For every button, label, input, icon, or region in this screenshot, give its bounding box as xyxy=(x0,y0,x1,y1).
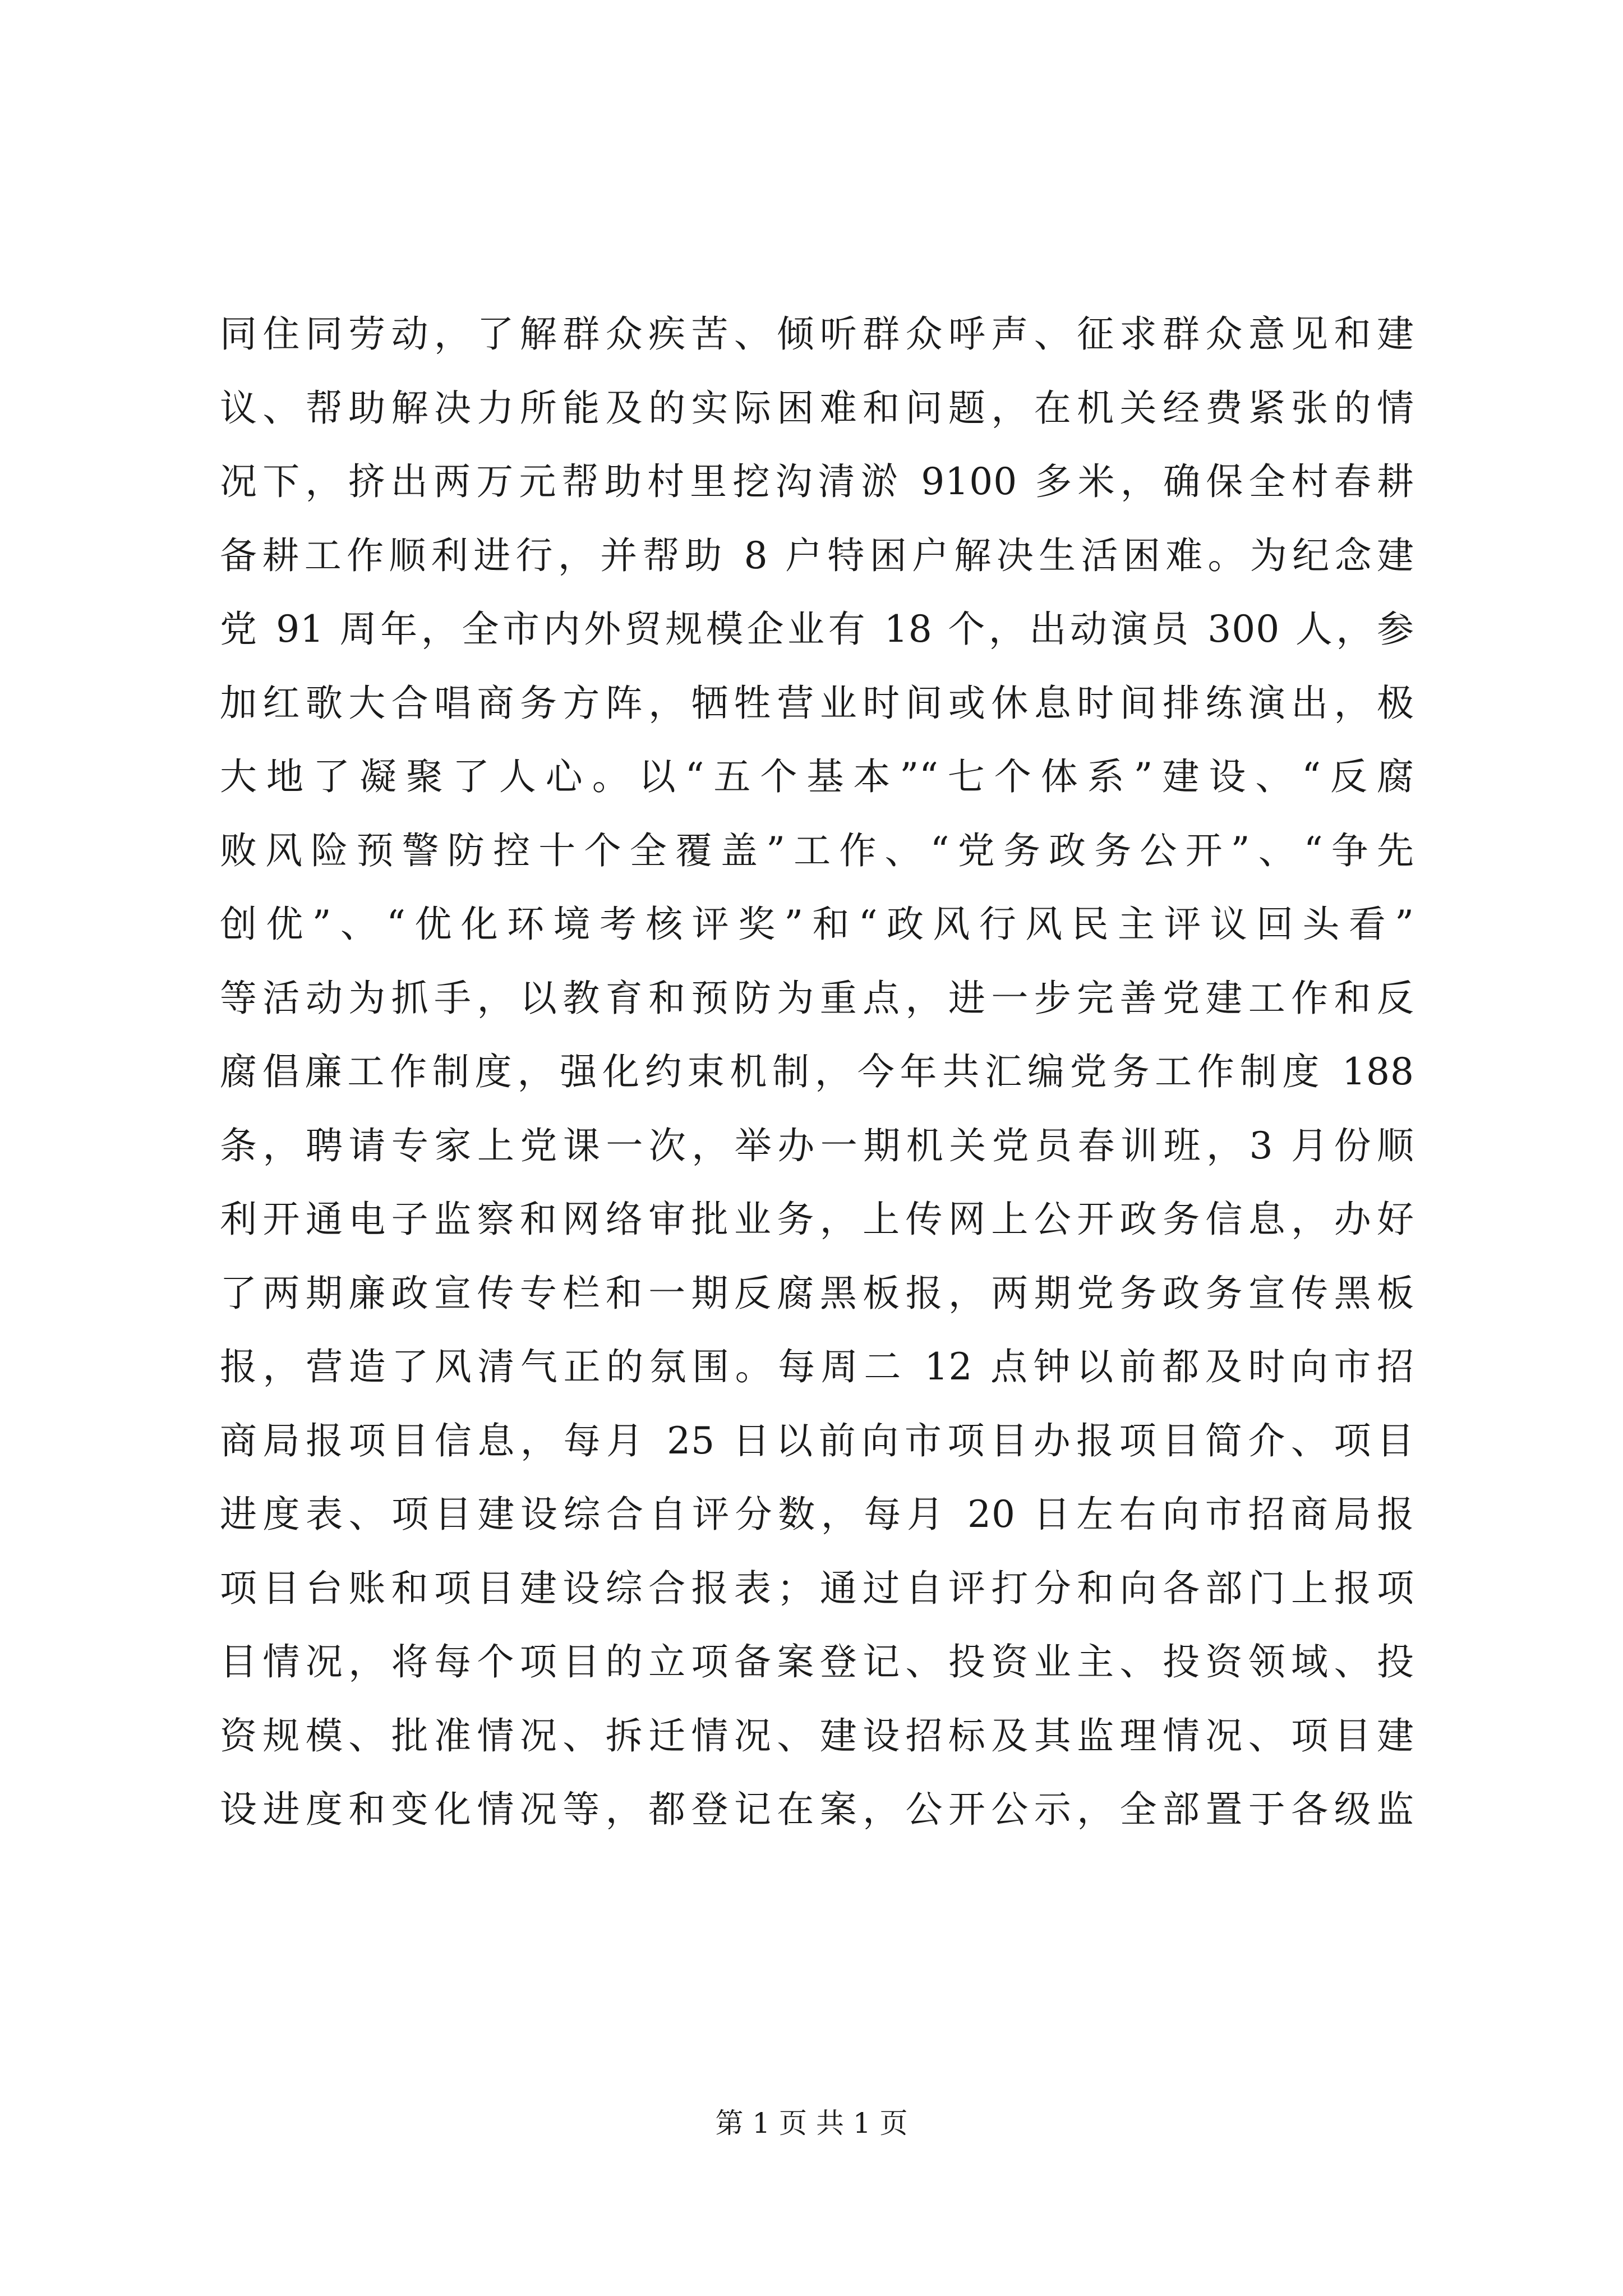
text-line: 党 91 周年，全市内外贸规模企业有 18 个，出动演员 300 人，参 xyxy=(220,608,1414,651)
text-line: 进度表、项目建设综合自评分数，每月 20 日左右向市招商局报 xyxy=(220,1493,1414,1536)
text-line: 腐倡廉工作制度，强化约束机制，今年共汇编党务工作制度 188 xyxy=(220,1050,1414,1093)
text-line: 目情况，将每个项目的立项备案登记、投资业主、投资领域、投 xyxy=(220,1640,1414,1683)
text-line: 商局报项目信息，每月 25 日以前向市项目办报项目简介、项目 xyxy=(220,1419,1414,1462)
text-line: 大地了凝聚了人心。以“五个基本”“七个体系”建设、“反腐 xyxy=(220,755,1414,798)
page-footer: 第 1 页 共 1 页 xyxy=(715,2107,908,2139)
text-line: 备耕工作顺利进行，并帮助 8 户特困户解决生活困难。为纪念建 xyxy=(220,533,1414,577)
text-line: 资规模、批准情况、拆迁情况、建设招标及其监理情况、项目建 xyxy=(220,1714,1414,1757)
text-line: 败风险预警防控十个全覆盖”工作、“党务政务公开”、“争先 xyxy=(220,829,1414,872)
text-line: 同住同劳动，了解群众疾苦、倾听群众呼声、征求群众意见和建 xyxy=(220,312,1414,356)
text-line: 条，聘请专家上党课一次，举办一期机关党员春训班，3 月份顺 xyxy=(220,1124,1414,1167)
text-line: 报，营造了风清气正的氛围。每周二 12 点钟以前都及时向市招 xyxy=(220,1345,1414,1388)
text-line: 创优”、“优化环境考核评奖”和“政风行风民主评议回头看” xyxy=(220,903,1414,946)
text-line: 加红歌大合唱商务方阵，牺牲营业时间或休息时间排练演出，极 xyxy=(220,681,1414,725)
text-line: 了两期廉政宣传专栏和一期反腐黑板报，两期党务政务宣传黑板 xyxy=(220,1271,1414,1315)
text-line: 况下，挤出两万元帮助村里挖沟清淤 9100 多米，确保全村春耕 xyxy=(220,460,1414,503)
body-paragraph xyxy=(220,297,1414,1847)
text-line: 设进度和变化情况等，都登记在案，公开公示，全部置于各级监 xyxy=(220,1788,1414,1831)
text-line: 等活动为抓手，以教育和预防为重点，进一步完善党建工作和反 xyxy=(220,976,1414,1020)
text-line: 项目台账和项目建设综合报表；通过自评打分和向各部门上报项 xyxy=(220,1566,1414,1610)
text-line: 议、帮助解决力所能及的实际困难和问题，在机关经费紧张的情 xyxy=(220,386,1414,430)
text-line: 利开通电子监察和网络审批业务，上传网上公开政务信息，办好 xyxy=(220,1198,1414,1241)
